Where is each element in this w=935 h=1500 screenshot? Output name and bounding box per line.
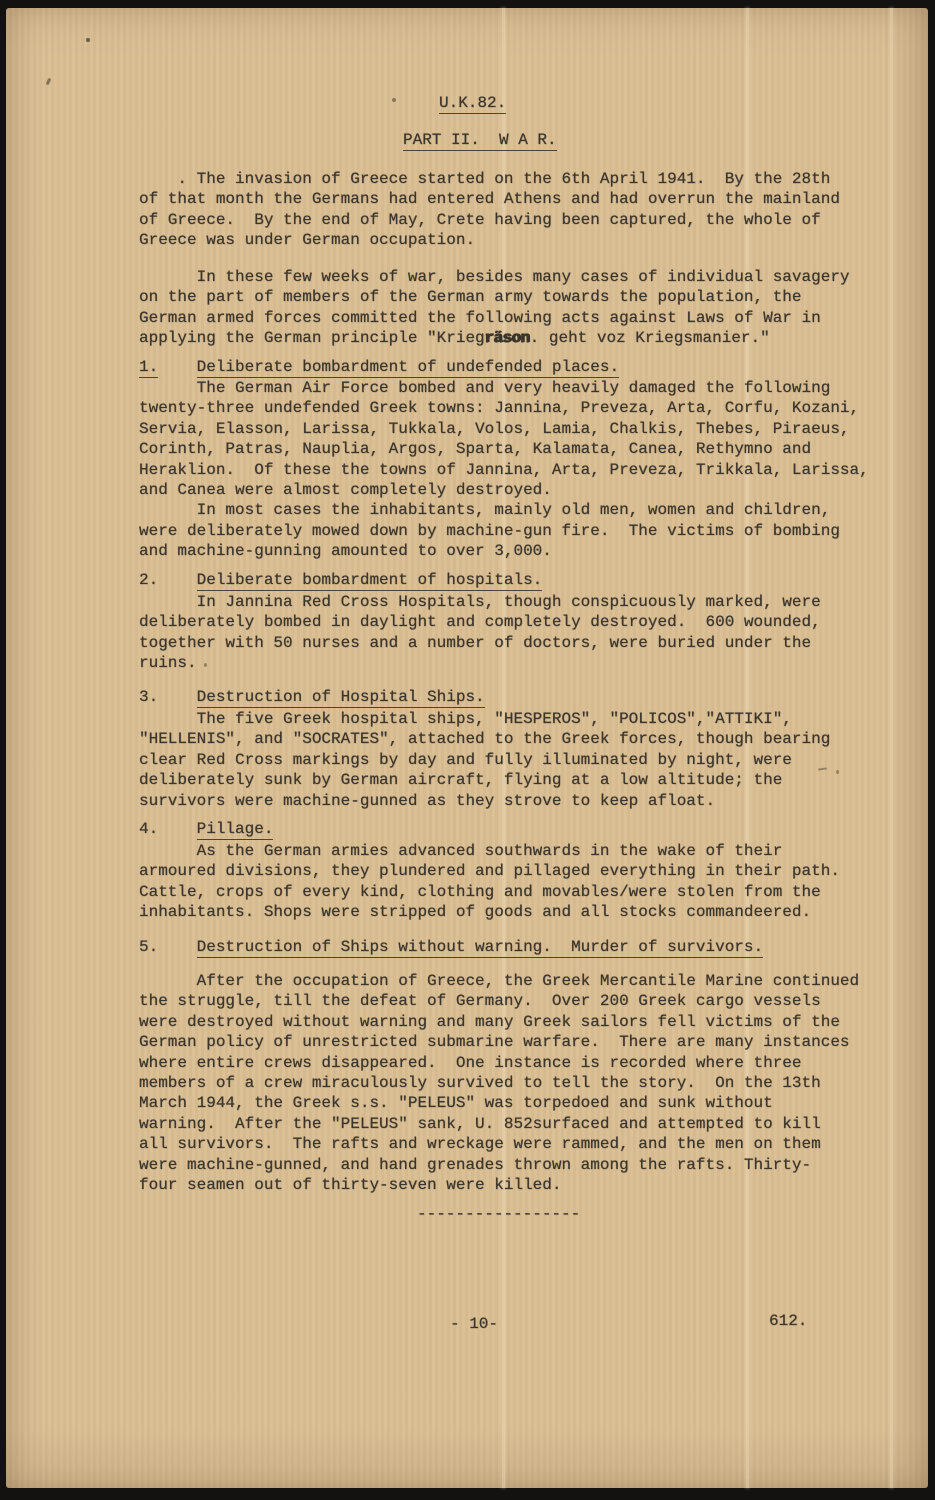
text-line: of that month the Germans had entered Athens and had overrun the mainland [139,190,840,209]
text-line: ----------------- [417,1205,581,1223]
text-line: March 1944, the Greek s.s. "PELEUS" was torpedoed and sunk without [139,1094,773,1113]
text-line: German policy of unrestricted submarine warfare. There are many instances [139,1033,850,1052]
divider-line [417,1204,580,1224]
text-line: In most cases the inhabitants, mainly old men, women and children, [139,501,831,520]
text-line: "HELLENIS", and "SOCRATES", attached to the Greek forces, though bearing [139,730,831,749]
text-line: applying the German principle "Kriegräson. geht voz Kriegsmanier." [139,329,770,348]
section-5-heading [139,937,763,957]
text-line: members of a crew miraculously survived to tell the story. On the 13th [139,1074,821,1093]
text-line: armoured divisions, they plundered and pillaged everything in their path. [139,862,840,881]
underlined-text: U.K.82. [439,94,507,112]
section-2-heading [139,570,542,590]
text-line: . The invasion of Greece started on the 6th April 1941. By the 28th [139,170,831,188]
text-line: and machine-gunning amounted to over 3,000. [139,542,552,561]
intro-paragraph-1 [139,169,840,251]
text-line: 3. Destruction of Hospital Ships. [139,688,485,706]
ink-speck [836,770,839,774]
text-line: In Jannina Red Cross Hospitals, though conspicuously marked, were [139,593,821,611]
text-line: Cattle, crops of every kind, clothing and movables/were stolen from the [139,882,821,901]
text-line: four seamen out of thirty-seven were killed. [139,1176,562,1195]
section-2-body [139,592,821,674]
text-line: Corinth, Patras, Nauplia, Argos, Sparta, Kalamata, Canea, Rethymno and [139,440,812,459]
intro-paragraph-2 [139,267,850,349]
doc-reference [439,93,506,113]
text-line: 2. Deliberate bombardment of hospitals. [139,571,543,589]
text-line: on the part of members of the German army towards the population, the [139,288,802,307]
text-line: As the German armies advanced southwards in the wake of their [139,842,783,860]
ink-speck [392,98,396,102]
section-1-heading [139,357,619,377]
text-line: ruins. [139,654,197,673]
text-line: survivors were machine-gunned as they strove to keep afloat. [139,791,716,810]
text-line: were machine-gunned, and hand grenades thrown among the rafts. Thirty- [139,1155,812,1174]
text-line: The five Greek hospital ships, "HESPEROS", "POLICOS","ATTIKI", [139,710,792,728]
text-line: - 10- [450,1315,499,1333]
text-line [439,93,506,113]
underlined-text: Destruction of Hospital Ships. [196,688,485,706]
paper [6,8,928,1488]
text-line: the struggle, till the defeat of Germany. Over 200 Greek cargo vessels [139,992,821,1011]
text-line: were deliberately mowed down by machine-gun fire. The victims of bombing [139,521,840,540]
text-line: deliberately sunk by German aircraft, flying at a low altitude; the [139,771,783,790]
text-line [139,357,619,377]
ink-speck [86,38,90,42]
text-line: 4. Pillage. [139,820,274,838]
folio-number [769,1311,807,1331]
text-line: twenty-three undefended Greek towns: Jannina, Preveza, Arta, Corfu, Kozani, [139,399,860,418]
text-line: warning. After the "PELEUS" sank, U. 852surfaced and attempted to kill [139,1114,821,1133]
text-line: where entire crews disappeared. One instance is recorded where three [139,1053,802,1072]
underlined-text: Pillage. [196,820,274,838]
underlined-text: Destruction of Ships without warning. Murder of survivors. [196,938,764,956]
text-line: In these few weeks of war, besides many cases of individual savagery [139,268,850,286]
text-line: together with 50 nurses and a number of doctors, were buried under the [139,633,812,652]
text-line: 612. [769,1312,808,1330]
text-line: After the occupation of Greece, the Greek Mercantile Marine continued [139,972,860,990]
text-line [403,130,557,150]
section-4-heading [139,819,273,839]
text-line: Servia, Elasson, Larissa, Tukkala, Volos, Lamia, Chalkis, Thebes, Piraeus, [139,419,850,438]
text-line: all survivors. The rafts and wreckage were rammed, and the men on them [139,1135,821,1154]
text-line: and Canea were almost completely destroyed. [139,481,552,500]
underlined-text: 1. [139,358,159,376]
text-line: were destroyed without warning and many Greek sailors fell victims of the [139,1012,840,1031]
text-line: deliberately bombed in daylight and completely destroyed. 600 wounded, [139,613,821,632]
text-line: Greece was under German occupation. [139,231,476,250]
text-line: German armed forces committed the following acts against Laws of War in [139,308,821,327]
text-line: inhabitants. Shops were stripped of goods and all stocks commandeered. [139,903,812,922]
section-3-body [139,709,830,811]
section-1-body [139,378,869,562]
section-5-body [139,971,859,1195]
text-line: 5. Destruction of Ships without warning. Murder of survivors. [139,938,764,956]
section-3-heading [139,687,485,707]
underlined-text: PART II. W A R. [403,131,557,149]
paper-crease [890,8,893,1488]
ink-speck [46,78,52,86]
section-4-body [139,841,840,923]
text-line: of Greece. By the end of May, Crete having been captured, the whole of [139,210,821,229]
underlined-text: Deliberate bombardment of hospitals. [196,571,543,589]
text-line: The German Air Force bombed and very heavily damaged the following [139,379,831,397]
underlined-text: Deliberate bombardment of undefended places. [196,358,620,376]
text-line: Heraklion. Of these the towns of Jannina, Arta, Preveza, Trikkala, Larissa, [139,460,869,479]
overstruck-text: räson [484,329,530,348]
part-heading [403,130,557,150]
page-number [450,1314,498,1334]
text-line: clear Red Cross markings by day and fully illuminated by night, were [139,750,792,769]
